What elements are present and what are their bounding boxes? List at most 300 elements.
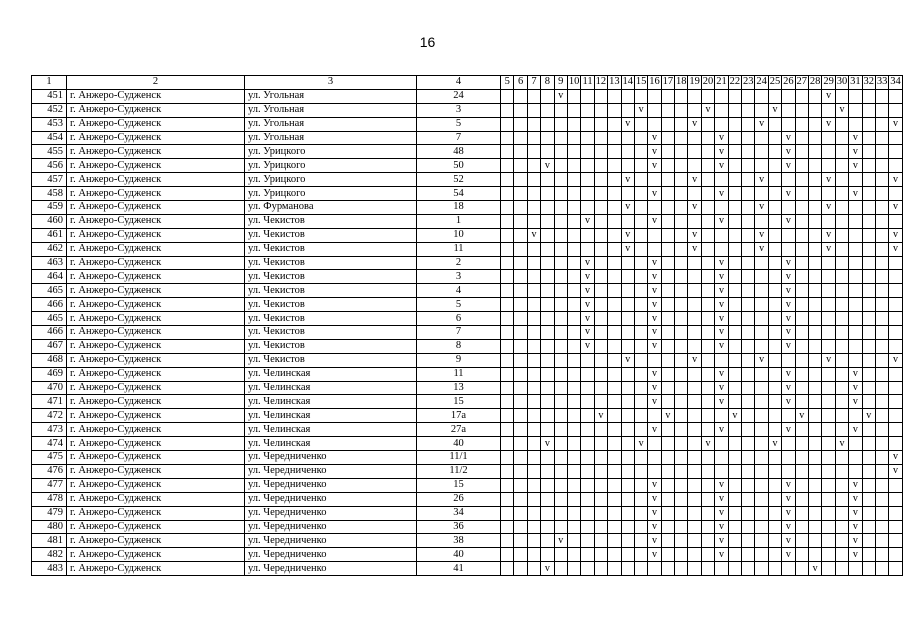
schedule-cell [554, 201, 567, 215]
schedule-cell [889, 131, 902, 145]
schedule-mark: v [621, 353, 634, 367]
schedule-cell [501, 381, 514, 395]
table-row [32, 326, 903, 340]
schedule-mark: v [648, 131, 661, 145]
schedule-cell [795, 284, 808, 298]
schedule-cell [849, 326, 862, 340]
schedule-cell [581, 464, 594, 478]
schedule-cell [594, 242, 607, 256]
schedule-cell [849, 562, 862, 576]
schedule-mark: v [849, 548, 862, 562]
schedule-mark: v [715, 187, 728, 201]
schedule-cell [594, 312, 607, 326]
schedule-mark: v [648, 339, 661, 353]
schedule-cell [728, 353, 741, 367]
schedule-mark: v [782, 326, 795, 340]
schedule-cell [554, 381, 567, 395]
column-header: 2 [67, 76, 245, 90]
schedule-mark: v [715, 312, 728, 326]
schedule-cell [808, 284, 821, 298]
schedule-cell [608, 228, 621, 242]
schedule-cell [648, 353, 661, 367]
schedule-cell [634, 520, 647, 534]
schedule-cell [768, 312, 781, 326]
schedule-cell [581, 367, 594, 381]
schedule-cell [567, 173, 580, 187]
schedule-cell [889, 395, 902, 409]
schedule-cell [742, 228, 755, 242]
city-cell: г. Анжеро-Судженск [67, 173, 245, 187]
schedule-cell [648, 173, 661, 187]
row-number-cell: 467 [32, 339, 67, 353]
schedule-cell [808, 548, 821, 562]
schedule-cell [795, 464, 808, 478]
schedule-cell [755, 423, 768, 437]
house-number-cell: 27а [417, 423, 501, 437]
schedule-cell [715, 353, 728, 367]
schedule-cell [514, 534, 527, 548]
schedule-cell [661, 492, 674, 506]
schedule-cell [554, 326, 567, 340]
schedule-cell [621, 145, 634, 159]
schedule-cell [875, 298, 888, 312]
street-cell: ул. Чередниченко [245, 492, 417, 506]
schedule-cell [795, 339, 808, 353]
schedule-cell [554, 339, 567, 353]
schedule-cell [608, 145, 621, 159]
schedule-cell [541, 478, 554, 492]
schedule-mark: v [822, 173, 835, 187]
schedule-cell [501, 228, 514, 242]
schedule-cell [567, 242, 580, 256]
schedule-mark: v [889, 117, 902, 131]
schedule-cell [501, 256, 514, 270]
schedule-cell [835, 478, 848, 492]
schedule-cell [862, 520, 875, 534]
schedule-cell [608, 464, 621, 478]
table-row [32, 562, 903, 576]
schedule-cell [768, 381, 781, 395]
schedule-mark: v [701, 437, 714, 451]
schedule-cell [581, 506, 594, 520]
schedule-cell [795, 478, 808, 492]
city-cell: г. Анжеро-Судженск [67, 298, 245, 312]
schedule-cell [501, 534, 514, 548]
schedule-cell [835, 506, 848, 520]
schedule-cell [701, 312, 714, 326]
schedule-cell [889, 423, 902, 437]
schedule-cell [835, 145, 848, 159]
schedule-cell [501, 173, 514, 187]
schedule-cell [808, 367, 821, 381]
schedule-cell [688, 214, 701, 228]
schedule-cell [554, 492, 567, 506]
schedule-cell [822, 103, 835, 117]
city-cell: г. Анжеро-Судженск [67, 256, 245, 270]
schedule-cell [808, 534, 821, 548]
schedule-cell [875, 284, 888, 298]
street-cell: ул. Угольная [245, 117, 417, 131]
schedule-mark: v [581, 214, 594, 228]
schedule-cell [768, 506, 781, 520]
schedule-cell [594, 214, 607, 228]
schedule-cell [661, 187, 674, 201]
page-number: 16 [419, 34, 436, 50]
schedule-cell [875, 173, 888, 187]
schedule-cell [835, 228, 848, 242]
schedule-cell [554, 395, 567, 409]
city-cell: г. Анжеро-Судженск [67, 270, 245, 284]
schedule-mark: v [782, 284, 795, 298]
schedule-cell [755, 256, 768, 270]
schedule-cell [661, 339, 674, 353]
street-cell: ул. Чекистов [245, 339, 417, 353]
schedule-mark: v [715, 131, 728, 145]
row-number-cell: 456 [32, 159, 67, 173]
schedule-cell [782, 173, 795, 187]
street-cell: ул. Чекистов [245, 256, 417, 270]
schedule-cell [875, 534, 888, 548]
schedule-cell [889, 270, 902, 284]
schedule-cell [581, 381, 594, 395]
schedule-cell [782, 201, 795, 215]
schedule-cell [567, 145, 580, 159]
schedule-cell [728, 242, 741, 256]
schedule-cell [634, 228, 647, 242]
table-row [32, 478, 903, 492]
schedule-cell [501, 520, 514, 534]
schedule-cell [782, 242, 795, 256]
schedule-cell [835, 492, 848, 506]
schedule-cell [675, 381, 688, 395]
schedule-mark: v [634, 103, 647, 117]
schedule-mark: v [581, 339, 594, 353]
schedule-cell [849, 437, 862, 451]
schedule-cell [701, 117, 714, 131]
schedule-cell [742, 423, 755, 437]
schedule-cell [621, 478, 634, 492]
schedule-cell [581, 117, 594, 131]
schedule-cell [755, 409, 768, 423]
schedule-mark: v [648, 284, 661, 298]
schedule-cell [567, 492, 580, 506]
schedule-cell [527, 437, 540, 451]
schedule-mark: v [715, 534, 728, 548]
schedule-cell [594, 103, 607, 117]
schedule-cell [862, 312, 875, 326]
schedule-mark: v [715, 381, 728, 395]
schedule-cell [634, 478, 647, 492]
house-number-cell: 7 [417, 326, 501, 340]
schedule-cell [688, 423, 701, 437]
schedule-cell [688, 451, 701, 465]
schedule-mark: v [768, 437, 781, 451]
column-header: 12 [595, 76, 607, 88]
schedule-cell [688, 478, 701, 492]
schedule-cell [661, 89, 674, 103]
row-number-cell: 465 [32, 284, 67, 298]
schedule-cell [501, 451, 514, 465]
schedule-cell [755, 214, 768, 228]
schedule-mark: v [782, 131, 795, 145]
schedule-cell [594, 187, 607, 201]
schedule-cell [501, 395, 514, 409]
schedule-cell [514, 187, 527, 201]
schedule-mark: v [554, 534, 567, 548]
schedule-cell [728, 298, 741, 312]
schedule-cell [822, 298, 835, 312]
schedule-cell [768, 284, 781, 298]
schedule-cell [849, 270, 862, 284]
schedule-mark: v [755, 117, 768, 131]
schedule-mark: v [889, 228, 902, 242]
schedule-cell [835, 187, 848, 201]
schedule-cell [634, 187, 647, 201]
schedule-cell [541, 326, 554, 340]
schedule-cell [862, 145, 875, 159]
schedule-cell [742, 201, 755, 215]
city-cell: г. Анжеро-Судженск [67, 312, 245, 326]
schedule-cell [822, 270, 835, 284]
schedule-mark: v [648, 534, 661, 548]
schedule-cell [608, 562, 621, 576]
schedule-cell [728, 437, 741, 451]
schedule-cell [541, 270, 554, 284]
schedule-cell [688, 409, 701, 423]
schedule-cell [581, 423, 594, 437]
schedule-cell [862, 159, 875, 173]
schedule-cell [701, 89, 714, 103]
schedule-cell [822, 464, 835, 478]
schedule-cell [728, 284, 741, 298]
street-cell: ул. Челинская [245, 381, 417, 395]
schedule-cell [661, 326, 674, 340]
schedule-cell [514, 214, 527, 228]
schedule-cell [795, 131, 808, 145]
schedule-cell [594, 159, 607, 173]
schedule-cell [541, 201, 554, 215]
column-header: 28 [809, 76, 821, 88]
schedule-mark: v [648, 159, 661, 173]
schedule-cell [567, 464, 580, 478]
table-row [32, 409, 903, 423]
schedule-cell [701, 145, 714, 159]
schedule-cell [594, 173, 607, 187]
schedule-cell [567, 409, 580, 423]
schedule-cell [527, 131, 540, 145]
schedule-cell [608, 367, 621, 381]
schedule-cell [661, 298, 674, 312]
schedule-cell [755, 326, 768, 340]
schedule-cell [808, 492, 821, 506]
schedule-mark: v [889, 201, 902, 215]
schedule-cell [541, 214, 554, 228]
schedule-mark: v [621, 201, 634, 215]
schedule-mark: v [648, 145, 661, 159]
column-header: 18 [676, 76, 687, 88]
schedule-cell [795, 451, 808, 465]
schedule-cell [862, 562, 875, 576]
schedule-cell [862, 256, 875, 270]
street-cell: ул. Чередниченко [245, 464, 417, 478]
schedule-cell [541, 506, 554, 520]
schedule-cell [501, 339, 514, 353]
schedule-cell [554, 145, 567, 159]
table-row [32, 367, 903, 381]
schedule-cell [501, 242, 514, 256]
schedule-cell [608, 409, 621, 423]
schedule-cell [768, 145, 781, 159]
schedule-cell [742, 242, 755, 256]
schedule-cell [768, 201, 781, 215]
house-number-cell: 24 [417, 89, 501, 103]
schedule-cell [808, 395, 821, 409]
schedule-cell [621, 298, 634, 312]
schedule-cell [728, 256, 741, 270]
column-header: 30 [836, 76, 848, 88]
schedule-cell [501, 298, 514, 312]
schedule-cell [514, 367, 527, 381]
schedule-cell [742, 145, 755, 159]
schedule-cell [567, 534, 580, 548]
schedule-cell [822, 214, 835, 228]
schedule-cell [728, 312, 741, 326]
schedule-cell [501, 89, 514, 103]
row-number-cell: 483 [32, 562, 67, 576]
schedule-cell [514, 270, 527, 284]
schedule-cell [514, 242, 527, 256]
schedule-cell [822, 159, 835, 173]
schedule-cell [835, 214, 848, 228]
schedule-cell [514, 117, 527, 131]
table-row [32, 187, 903, 201]
schedule-cell [822, 437, 835, 451]
schedule-cell [501, 437, 514, 451]
row-number-cell: 458 [32, 187, 67, 201]
house-number-cell: 5 [417, 298, 501, 312]
schedule-mark: v [849, 492, 862, 506]
schedule-cell [501, 187, 514, 201]
schedule-cell [621, 548, 634, 562]
row-number-cell: 452 [32, 103, 67, 117]
house-number-cell: 5 [417, 117, 501, 131]
schedule-cell [661, 534, 674, 548]
schedule-cell [661, 548, 674, 562]
schedule-cell [701, 298, 714, 312]
schedule-cell [755, 89, 768, 103]
table-row [32, 270, 903, 284]
street-cell: ул. Фурманова [245, 201, 417, 215]
schedule-cell [715, 437, 728, 451]
house-number-cell: 7 [417, 131, 501, 145]
schedule-cell [621, 256, 634, 270]
schedule-cell [567, 395, 580, 409]
schedule-cell [795, 506, 808, 520]
row-number-cell: 472 [32, 409, 67, 423]
schedule-cell [862, 367, 875, 381]
schedule-cell [594, 145, 607, 159]
schedule-cell [567, 214, 580, 228]
schedule-cell [875, 395, 888, 409]
schedule-cell [742, 187, 755, 201]
schedule-cell [862, 451, 875, 465]
schedule-cell [648, 451, 661, 465]
schedule-mark: v [849, 145, 862, 159]
schedule-cell [634, 423, 647, 437]
schedule-mark: v [648, 492, 661, 506]
schedule-mark: v [621, 173, 634, 187]
schedule-cell [608, 423, 621, 437]
schedule-cell [782, 89, 795, 103]
schedule-cell [795, 534, 808, 548]
schedule-cell [554, 423, 567, 437]
schedule-cell [742, 381, 755, 395]
city-cell: г. Анжеро-Судженск [67, 520, 245, 534]
schedule-cell [527, 187, 540, 201]
schedule-cell [728, 451, 741, 465]
schedule-mark: v [782, 534, 795, 548]
schedule-cell [608, 339, 621, 353]
schedule-cell [541, 492, 554, 506]
schedule-cell [875, 117, 888, 131]
schedule-cell [701, 201, 714, 215]
schedule-cell [541, 89, 554, 103]
schedule-cell [527, 506, 540, 520]
schedule-cell [768, 298, 781, 312]
schedule-cell [728, 214, 741, 228]
schedule-cell [782, 437, 795, 451]
schedule-cell [621, 464, 634, 478]
schedule-cell [835, 89, 848, 103]
schedule-mark: v [648, 214, 661, 228]
schedule-cell [808, 103, 821, 117]
schedule-cell [768, 395, 781, 409]
schedule-cell [541, 312, 554, 326]
column-header: 5 [501, 76, 514, 90]
table-row [32, 89, 903, 103]
schedule-cell [849, 89, 862, 103]
schedule-cell [808, 159, 821, 173]
row-number-cell: 454 [32, 131, 67, 145]
schedule-cell [608, 89, 621, 103]
schedule-mark: v [715, 339, 728, 353]
schedule-cell [648, 89, 661, 103]
schedule-mark: v [822, 89, 835, 103]
schedule-cell [795, 117, 808, 131]
schedule-cell [514, 228, 527, 242]
schedule-cell [661, 381, 674, 395]
schedule-cell [554, 353, 567, 367]
schedule-cell [782, 562, 795, 576]
schedule-mark: v [688, 173, 701, 187]
schedule-cell [675, 464, 688, 478]
schedule-cell [755, 187, 768, 201]
schedule-cell [701, 228, 714, 242]
schedule-cell [768, 270, 781, 284]
row-number-cell: 465 [32, 312, 67, 326]
schedule-cell [768, 451, 781, 465]
schedule-cell [768, 409, 781, 423]
schedule-cell [688, 562, 701, 576]
schedule-mark: v [782, 492, 795, 506]
schedule-cell [795, 423, 808, 437]
schedule-cell [608, 451, 621, 465]
schedule-cell [728, 381, 741, 395]
schedule-cell [742, 548, 755, 562]
schedule-cell [742, 534, 755, 548]
schedule-cell [701, 423, 714, 437]
table-row [32, 173, 903, 187]
